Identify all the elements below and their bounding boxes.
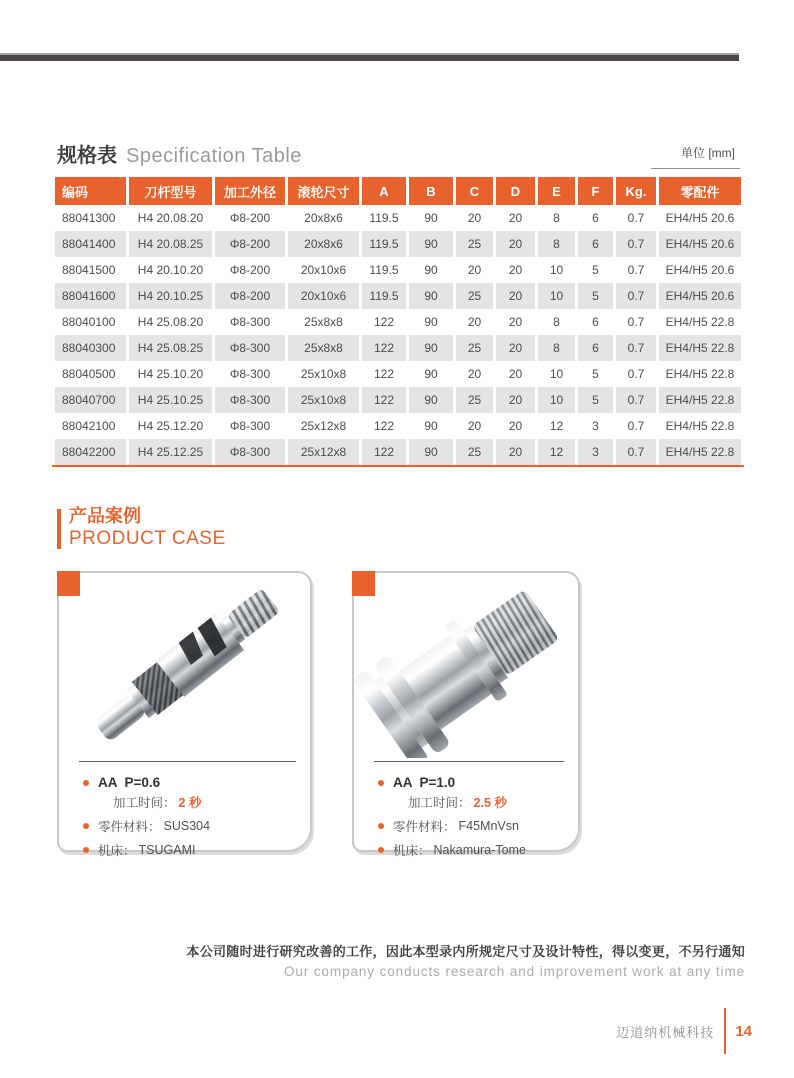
machine-value: TSUGAMI	[138, 843, 196, 857]
table-cell: 5	[578, 257, 613, 283]
table-cell: H4 25.12.20	[129, 413, 212, 439]
column-header: C	[456, 177, 493, 205]
table-cell: 25	[456, 335, 493, 361]
table-cell: 90	[409, 309, 453, 335]
table-cell: 122	[362, 439, 406, 465]
spec-title-en: Specification Table	[126, 145, 302, 167]
material-label: 零件材料：	[393, 820, 456, 834]
spec-table-head-row	[55, 177, 741, 205]
table-cell: 90	[409, 283, 453, 309]
disclaimer-en: Our company conducts research and improvement work at any time	[284, 964, 745, 979]
column-header: F	[578, 177, 613, 205]
table-cell: Φ8-300	[215, 439, 285, 465]
table-cell: 25	[456, 231, 493, 257]
table-cell: 10	[538, 257, 575, 283]
spec-table-heading	[57, 139, 302, 168]
table-cell: 20	[496, 387, 535, 413]
product-card-2	[352, 571, 580, 858]
card-corner-tag	[57, 571, 80, 596]
table-cell: 8	[538, 335, 575, 361]
table-row	[55, 283, 741, 309]
table-cell: 20	[496, 231, 535, 257]
column-header: Kg.	[616, 177, 656, 205]
product-photo-threaded-shaft	[59, 573, 310, 761]
table-cell: 25x10x8	[288, 361, 359, 387]
bullet-icon	[378, 823, 384, 829]
table-cell: 25x12x8	[288, 413, 359, 439]
table-cell: 119.5	[362, 205, 406, 231]
section-accent-bar	[57, 509, 61, 549]
time-label: 加工时间：	[113, 796, 176, 810]
table-cell: EH4/H5 22.8	[659, 439, 741, 465]
case-time	[393, 793, 572, 811]
table-cell: 25x8x8	[288, 309, 359, 335]
table-cell: H4 20.08.20	[129, 205, 212, 231]
table-cell: 88040100	[55, 309, 126, 335]
table-cell: 0.7	[616, 257, 656, 283]
card-details	[59, 762, 310, 859]
table-cell: 90	[409, 257, 453, 283]
table-cell: 90	[409, 335, 453, 361]
table-cell: EH4/H5 22.8	[659, 361, 741, 387]
table-cell: Φ8-200	[215, 205, 285, 231]
table-row	[55, 387, 741, 413]
table-cell: Φ8-300	[215, 413, 285, 439]
spec-table-body	[55, 205, 741, 465]
table-cell: Φ8-300	[215, 335, 285, 361]
table-cell: 6	[578, 309, 613, 335]
column-header: 加工外径	[215, 177, 285, 205]
table-row	[55, 335, 741, 361]
table-cell: 0.7	[616, 413, 656, 439]
table-cell: H4 25.08.20	[129, 309, 212, 335]
table-cell: 20	[496, 439, 535, 465]
table-cell: EH4/H5 20.6	[659, 283, 741, 309]
time-label: 加工时间：	[408, 796, 471, 810]
table-row	[55, 361, 741, 387]
table-cell: 88040300	[55, 335, 126, 361]
case-name: AA P=0.6	[98, 775, 161, 790]
table-cell: 20	[496, 361, 535, 387]
table-cell: 20	[456, 361, 493, 387]
spec-table	[52, 177, 744, 467]
column-header: 零配件	[659, 177, 741, 205]
table-cell: 119.5	[362, 257, 406, 283]
table-cell: 122	[362, 387, 406, 413]
table-cell: EH4/H5 20.6	[659, 205, 741, 231]
table-cell: 6	[578, 231, 613, 257]
table-cell: EH4/H5 22.8	[659, 387, 741, 413]
table-cell: 3	[578, 439, 613, 465]
table-cell: 12	[538, 439, 575, 465]
table-cell: EH4/H5 20.6	[659, 257, 741, 283]
table-cell: 10	[538, 361, 575, 387]
table-cell: 0.7	[616, 231, 656, 257]
card-details	[354, 762, 578, 859]
bullet-icon	[83, 847, 89, 853]
case-time	[98, 793, 304, 811]
spec-title-zh: 规格表	[57, 145, 117, 167]
bullet-icon	[378, 847, 384, 853]
table-cell: 5	[578, 387, 613, 413]
company-name: 迈道纳机械科技	[616, 1024, 715, 1040]
case-title-zh: 产品案例	[69, 506, 141, 526]
column-header: B	[409, 177, 453, 205]
column-header: 滚轮尺寸	[288, 177, 359, 205]
table-cell: 0.7	[616, 387, 656, 413]
machine-label: 机床：	[98, 844, 136, 858]
table-cell: 119.5	[362, 283, 406, 309]
table-cell: 88041400	[55, 231, 126, 257]
table-cell: 25	[456, 439, 493, 465]
table-cell: 20	[496, 205, 535, 231]
table-cell: 0.7	[616, 361, 656, 387]
table-cell: H4 20.10.20	[129, 257, 212, 283]
case-machine	[378, 841, 572, 859]
table-cell: 8	[538, 231, 575, 257]
table-cell: 20x8x6	[288, 231, 359, 257]
table-cell: 0.7	[616, 205, 656, 231]
table-row	[55, 439, 741, 465]
table-cell: 88041500	[55, 257, 126, 283]
column-header: E	[538, 177, 575, 205]
table-cell: H4 25.10.20	[129, 361, 212, 387]
card-corner-tag	[352, 571, 375, 596]
bullet-icon	[83, 823, 89, 829]
table-cell: H4 20.08.25	[129, 231, 212, 257]
case-machine	[83, 841, 304, 859]
disclaimer-zh: 本公司随时进行研究改善的工作，因此本型录内所规定尺寸及设计特性，得以变更，不另行通知	[186, 944, 745, 959]
column-header: D	[496, 177, 535, 205]
case-title-en: PRODUCT CASE	[69, 528, 226, 549]
page-number: 14	[735, 1022, 752, 1040]
unit-label: 单位 [mm]	[651, 144, 740, 169]
table-cell: 20	[496, 257, 535, 283]
table-cell: 0.7	[616, 439, 656, 465]
splined-hub-illustration	[354, 576, 578, 758]
table-cell: 12	[538, 413, 575, 439]
table-cell: 25	[456, 283, 493, 309]
table-cell: 20x10x6	[288, 283, 359, 309]
table-cell: 5	[578, 361, 613, 387]
table-cell: H4 25.12.25	[129, 439, 212, 465]
table-cell: EH4/H5 22.8	[659, 335, 741, 361]
threaded-shaft-illustration	[69, 576, 301, 758]
case-material	[378, 817, 572, 835]
table-cell: 88040500	[55, 361, 126, 387]
table-cell: 88041300	[55, 205, 126, 231]
table-cell: 8	[538, 205, 575, 231]
table-cell: 90	[409, 439, 453, 465]
machine-value: Nakamura-Tome	[433, 843, 526, 857]
table-cell: 20	[496, 283, 535, 309]
table-cell: Φ8-300	[215, 361, 285, 387]
table-cell: 20x8x6	[288, 205, 359, 231]
product-photo-splined-hub	[354, 573, 578, 761]
table-cell: 20	[496, 309, 535, 335]
product-card-1	[57, 571, 312, 858]
table-cell: 25x12x8	[288, 439, 359, 465]
table-cell: 0.7	[616, 309, 656, 335]
table-cell: 0.7	[616, 335, 656, 361]
table-cell: 90	[409, 413, 453, 439]
table-cell: Φ8-300	[215, 387, 285, 413]
table-cell: 20	[456, 257, 493, 283]
table-cell: 20	[496, 335, 535, 361]
table-cell: 10	[538, 387, 575, 413]
table-cell: H4 20.10.25	[129, 283, 212, 309]
table-row	[55, 413, 741, 439]
table-row	[55, 257, 741, 283]
table-cell: 90	[409, 387, 453, 413]
material-value: SUS304	[163, 819, 211, 833]
bullet-icon	[83, 780, 89, 786]
table-row	[55, 309, 741, 335]
table-cell: 88042100	[55, 413, 126, 439]
table-cell: 25x10x8	[288, 387, 359, 413]
table-cell: 20	[456, 413, 493, 439]
table-cell: Φ8-200	[215, 257, 285, 283]
table-cell: 88040700	[55, 387, 126, 413]
disclaimer-notes	[186, 941, 745, 979]
time-value: 2 秒	[178, 796, 202, 810]
table-cell: 122	[362, 361, 406, 387]
table-cell: Φ8-200	[215, 231, 285, 257]
bullet-icon	[378, 780, 384, 786]
table-row	[55, 231, 741, 257]
table-cell: 20	[496, 413, 535, 439]
table-cell: 25x8x8	[288, 335, 359, 361]
table-cell: 88042200	[55, 439, 126, 465]
column-header: A	[362, 177, 406, 205]
table-cell: 25	[456, 387, 493, 413]
material-label: 零件材料：	[98, 820, 161, 834]
table-cell: 3	[578, 413, 613, 439]
case-name: AA P=1.0	[393, 775, 456, 790]
column-header: 刀杆型号	[129, 177, 212, 205]
material-value: F45MnVsn	[458, 819, 519, 833]
table-cell: EH4/H5 20.6	[659, 231, 741, 257]
table-cell: 20	[456, 309, 493, 335]
table-cell: 88041600	[55, 283, 126, 309]
top-rule	[0, 53, 739, 61]
table-cell: 0.7	[616, 283, 656, 309]
table-cell: 122	[362, 335, 406, 361]
table-cell: 10	[538, 283, 575, 309]
table-cell: 122	[362, 309, 406, 335]
table-cell: 20	[456, 205, 493, 231]
page-footer	[616, 1008, 752, 1054]
table-cell: 8	[538, 309, 575, 335]
table-cell: 20x10x6	[288, 257, 359, 283]
table-cell: 5	[578, 283, 613, 309]
table-cell: Φ8-300	[215, 309, 285, 335]
machine-label: 机床：	[393, 844, 431, 858]
column-header: 编码	[55, 177, 126, 205]
table-cell: 6	[578, 335, 613, 361]
case-material	[83, 817, 304, 835]
table-cell: 90	[409, 205, 453, 231]
footer-divider	[724, 1008, 726, 1054]
table-cell: 122	[362, 413, 406, 439]
table-cell: H4 25.10.25	[129, 387, 212, 413]
table-cell: Φ8-200	[215, 283, 285, 309]
table-cell: H4 25.08.25	[129, 335, 212, 361]
time-value: 2.5 秒	[473, 796, 507, 810]
table-row	[55, 205, 741, 231]
product-case-header	[57, 506, 226, 549]
table-cell: 90	[409, 231, 453, 257]
table-cell: 90	[409, 361, 453, 387]
table-cell: EH4/H5 22.8	[659, 413, 741, 439]
table-cell: EH4/H5 22.8	[659, 309, 741, 335]
table-cell: 6	[578, 205, 613, 231]
table-cell: 119.5	[362, 231, 406, 257]
